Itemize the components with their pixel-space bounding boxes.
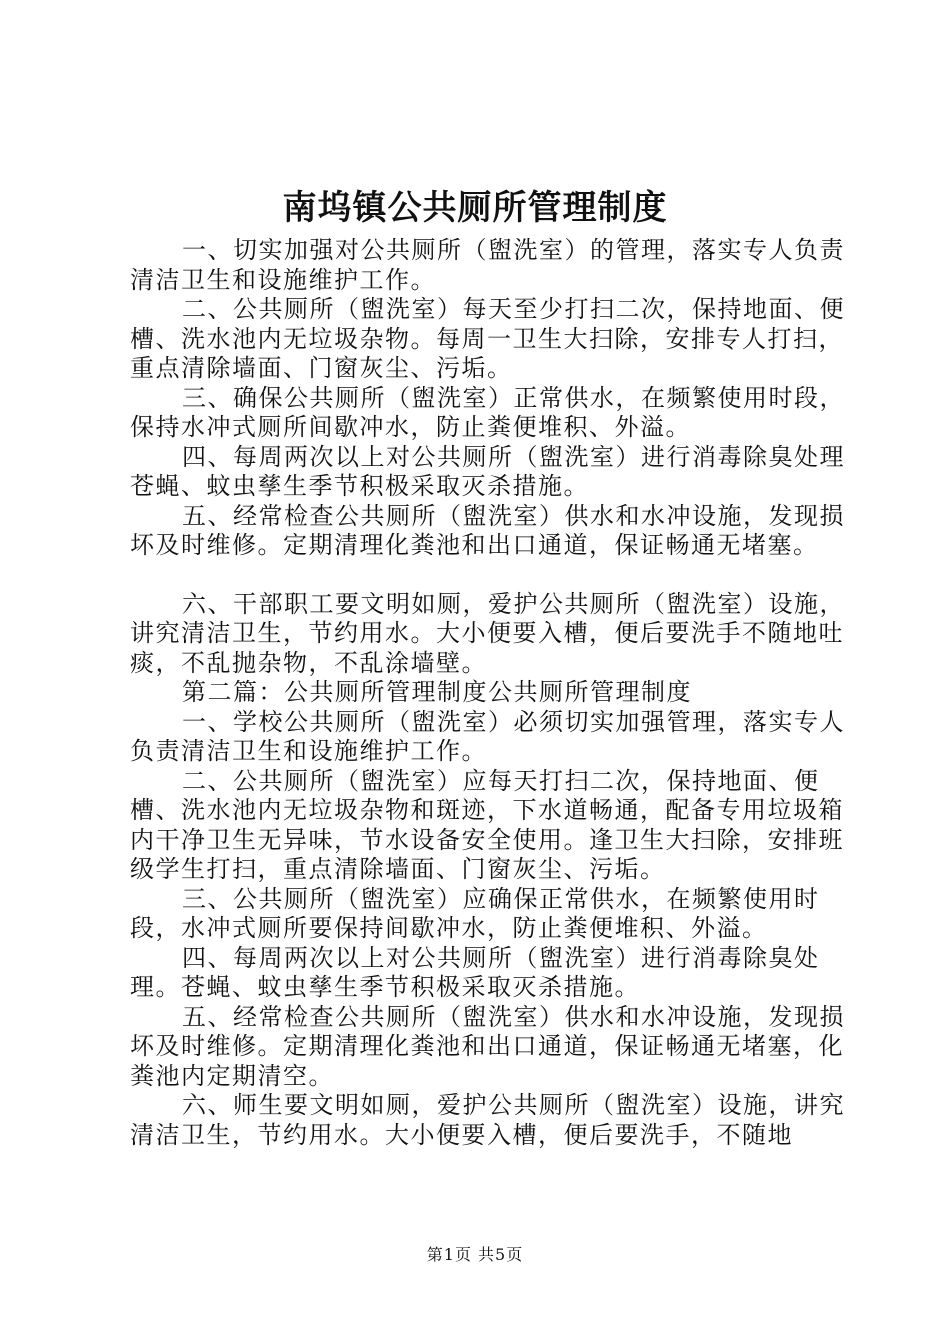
paragraph: 四、每周两次以上对公共厕所（盥洗室）进行消毒除臭处理。苍蝇、蚊虫孳生季节积极采取灭杀措施。 xyxy=(130,943,820,1001)
paragraph: 二、公共厕所（盥洗室）应每天打扫二次，保持地面、便槽、洗水池内无垃圾杂物和斑迹，下水道畅通，配备专用垃圾箱内干净卫生无异味，节水设备安全使用。逢卫生大扫除，安排班级学生打扫，重点清除墙面、门窗灰尘、污垢。 xyxy=(130,766,844,883)
document-body xyxy=(130,236,850,1150)
paragraph: 一、切实加强对公共厕所（盥洗室）的管理，落实专人负责清洁卫生和设施维护工作。 xyxy=(130,236,845,294)
paragraph: 五、经常检查公共厕所（盥洗室）供水和水冲设施，发现损坏及时维修。定期清理化粪池和出口通道，保证畅通无堵塞，化粪池内定期清空。 xyxy=(130,1002,845,1090)
paragraph: 一、学校公共厕所（盥洗室）必须切实加强管理，落实专人负责清洁卫生和设施维护工作。 xyxy=(130,707,845,765)
paragraph: 三、确保公共厕所（盥洗室）正常供水，在频繁使用时段，保持水冲式厕所间歇冲水，防止粪便堆积、外溢。 xyxy=(130,383,845,441)
page-number-footer: 第1页 共5页 xyxy=(426,1245,524,1264)
paragraph: 二、公共厕所（盥洗室）每天至少打扫二次，保持地面、便槽、洗水池内无垃圾杂物。每周一卫生大扫除，安排专人打扫，重点清除墙面、门窗灰尘、污垢。 xyxy=(130,295,845,382)
paragraph: 六、师生要文明如厕，爱护公共厕所（盥洗室）设施，讲究清洁卫生，节约用水。大小便要入槽，便后要洗手，不随地 xyxy=(130,1091,845,1149)
paragraph: 五、经常检查公共厕所（盥洗室）供水和水冲设施，发现损坏及时维修。定期清理化粪池和出口通道，保证畅通无堵塞。 xyxy=(130,501,845,559)
section-heading: 第二篇：公共厕所管理制度公共厕所管理制度 xyxy=(182,678,692,706)
paragraph: 四、每周两次以上对公共厕所（盥洗室）进行消毒除臭处理苍蝇、蚊虫孳生季节积极采取灭杀措施。 xyxy=(130,442,845,500)
paragraph: 三、公共厕所（盥洗室）应确保正常供水，在频繁使用时段，水冲式厕所要保持间歇冲水，防止粪便堆积、外溢。 xyxy=(130,884,820,942)
document-title: 南坞镇公共厕所管理制度 xyxy=(282,188,668,228)
paragraph: 六、干部职工要文明如厕，爱护公共厕所（盥洗室）设施，讲究清洁卫生，节约用水。大小便要入槽，便后要洗手不随地吐痰，不乱抛杂物，不乱涂墙壁。 xyxy=(130,589,845,677)
